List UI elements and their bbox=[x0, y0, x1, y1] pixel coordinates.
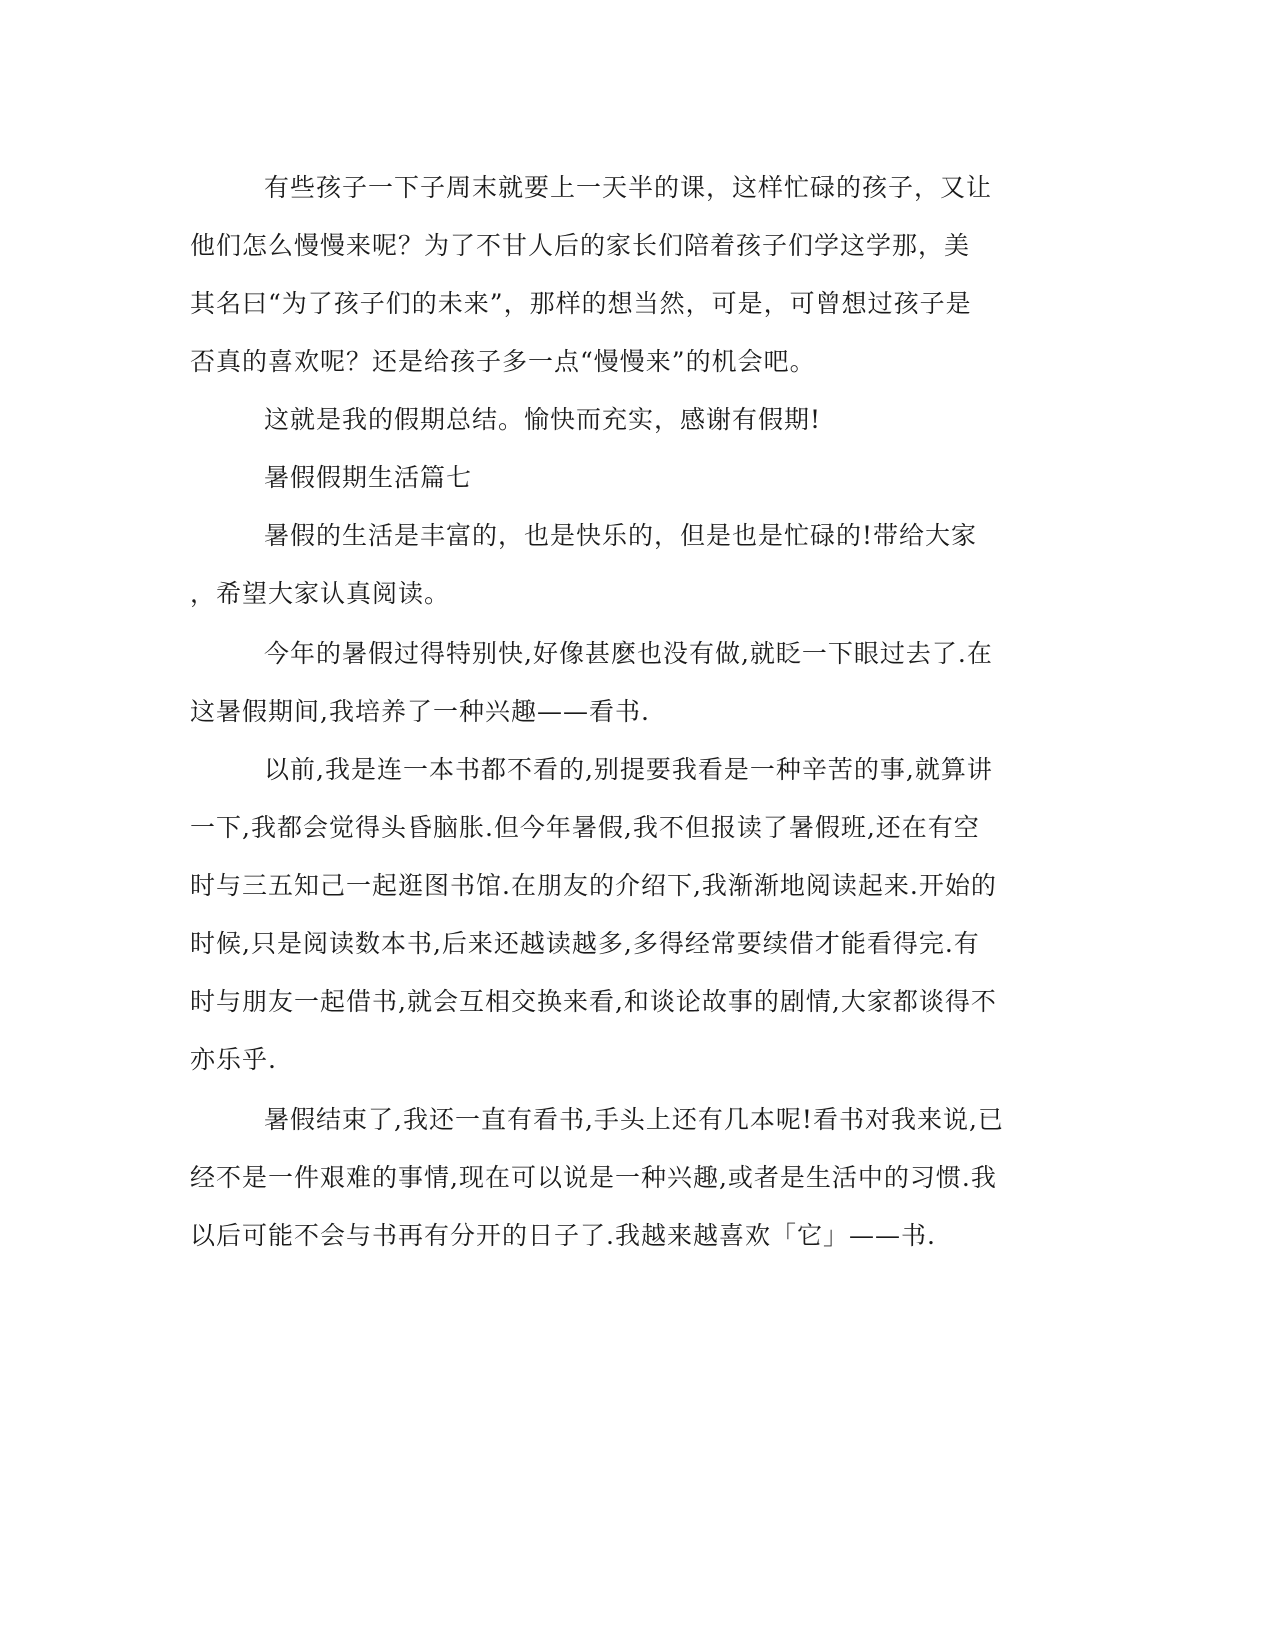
text-line: 时与三五知己一起逛图书馆.在朋友的介绍下,我渐渐地阅读起来.开始的 bbox=[190, 871, 997, 900]
text-line: 这暑假期间,我培养了一种兴趣——看书. bbox=[190, 697, 650, 726]
text-line: 时候,只是阅读数本书,后来还越读越多,多得经常要续借才能看得完.有 bbox=[190, 929, 980, 958]
text-line: 其名曰“为了孩子们的未来”，那样的想当然，可是，可曾想过孩子是 bbox=[190, 289, 972, 318]
text-line: 时与朋友一起借书,就会互相交换来看,和谈论故事的剧情,大家都谈得不 bbox=[190, 987, 997, 1016]
text-line: 亦乐乎. bbox=[190, 1045, 277, 1074]
text-line: 经不是一件艰难的事情,现在可以说是一种兴趣,或者是生活中的习惯.我 bbox=[190, 1163, 997, 1192]
text-line: 一下,我都会觉得头昏脑胀.但今年暑假,我不但报读了暑假班,还在有空 bbox=[190, 813, 980, 842]
section-heading: 暑假假期生活篇七 bbox=[264, 463, 473, 492]
text-line: 暑假结束了,我还一直有看书,手头上还有几本呢!看书对我来说,已 bbox=[264, 1105, 1004, 1134]
text-line: 暑假的生活是丰富的，也是快乐的，但是也是忙碌的!带给大家 bbox=[264, 521, 978, 550]
text-line: 今年的暑假过得特别快,好像甚麽也没有做,就眨一下眼过去了.在 bbox=[264, 639, 993, 668]
text-line: 否真的喜欢呢？还是给孩子多一点“慢慢来”的机会吧。 bbox=[190, 347, 816, 376]
text-line: 以后可能不会与书再有分开的日子了.我越来越喜欢「它」——书. bbox=[190, 1221, 936, 1250]
text-line: 他们怎么慢慢来呢？为了不甘人后的家长们陪着孩子们学这学那，美 bbox=[190, 231, 971, 260]
text-line: 以前,我是连一本书都不看的,别提要我看是一种辛苦的事,就算讲 bbox=[264, 755, 993, 784]
text-line: ，希望大家认真阅读。 bbox=[190, 579, 451, 608]
text-line: 有些孩子一下子周末就要上一天半的课，这样忙碌的孩子，又让 bbox=[264, 173, 993, 202]
text-line: 这就是我的假期总结。愉快而充实，感谢有假期! bbox=[264, 405, 822, 434]
